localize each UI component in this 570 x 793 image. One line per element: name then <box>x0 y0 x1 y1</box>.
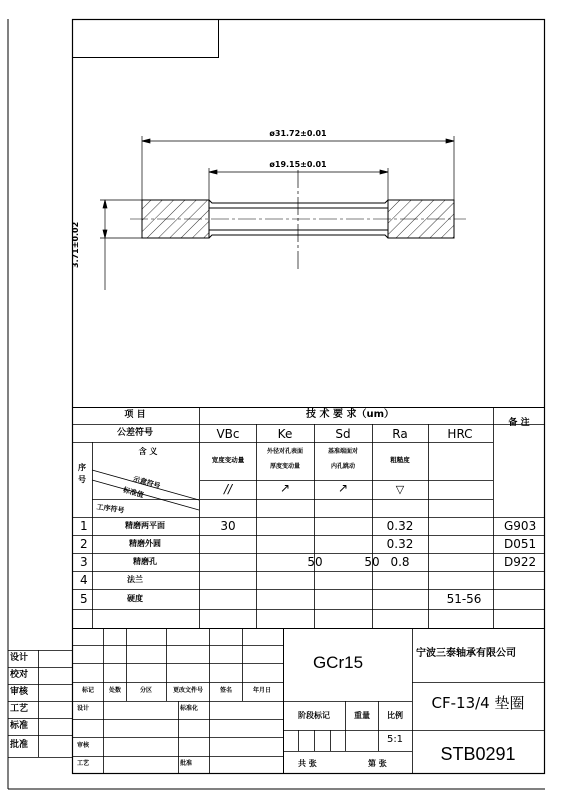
standard-symbol-label: 示意符号 <box>132 475 162 491</box>
col-code-vbc: VBc <box>216 427 240 441</box>
side-label-check: 校对 <box>10 670 29 680</box>
tb-standardization-label: 标准化 <box>180 705 199 712</box>
scale-label: 比例 <box>387 711 403 720</box>
side-label-process: 工艺 <box>10 704 29 714</box>
row-vbc: 30 <box>220 519 236 533</box>
row-remark: G903 <box>504 519 537 533</box>
row-process: 精磨外圆 <box>129 539 161 548</box>
side-label-review: 审核 <box>10 687 29 697</box>
weight-label: 重量 <box>354 711 370 720</box>
row-hrc: 51-56 <box>446 592 482 606</box>
row-process: 精磨孔 <box>133 557 157 566</box>
col-code-hrc: HRC <box>447 427 473 441</box>
side-label-approve: 批准 <box>10 740 29 750</box>
thickness-dim: 3.71±0.02 <box>71 221 80 268</box>
row-no: 2 <box>80 537 88 551</box>
company-name: 宁波三泰轴承有限公司 <box>416 648 516 659</box>
side-label-design: 设计 <box>10 653 29 663</box>
tb-process-label: 工艺 <box>77 760 90 767</box>
meaning-header: 含 义 <box>138 447 158 456</box>
col-meaning-ke-line2: 厚度变动量 <box>269 463 301 470</box>
roughness-symbol: ▽ <box>395 483 405 496</box>
row-no: 1 <box>80 519 88 533</box>
stage-label: 阶段标记 <box>298 711 330 720</box>
row-process: 硬度 <box>127 594 143 603</box>
standard-value-label: 标准值 <box>122 486 145 500</box>
row-no: 3 <box>80 555 88 569</box>
col-meaning-ke-line1: 外径对孔表面 <box>266 448 304 455</box>
item-header: 项 目 <box>124 410 146 420</box>
rev-header-zone: 分区 <box>139 687 153 694</box>
part-name: CF-13/4 垫圈 <box>431 694 525 712</box>
drawing-number: STB0291 <box>440 744 516 764</box>
row-no: 5 <box>80 592 88 606</box>
row-ra: 0.32 <box>386 537 414 551</box>
sheet-number-label: 第 张 <box>368 759 387 768</box>
row-remark: D051 <box>504 537 537 551</box>
inner-diameter-dim: ø19.15±0.01 <box>269 160 327 169</box>
outer-diameter-dim: ø31.72±0.01 <box>269 129 327 138</box>
tolerance-symbol-header: 公差符号 <box>116 428 154 438</box>
tech-requirements-header: 技 术 要 求（um） <box>306 409 394 420</box>
washer-section <box>130 170 466 270</box>
rev-header-mark: 标记 <box>81 687 95 694</box>
row-no: 4 <box>80 573 88 587</box>
tb-approve-label: 批准 <box>180 760 193 767</box>
material-name: GCr15 <box>312 653 364 672</box>
rev-header-sign: 签名 <box>219 687 233 694</box>
runout-symbol-sd: ↗ <box>337 481 349 495</box>
process-symbol-label: 工序符号 <box>96 503 125 515</box>
side-label-standard: 标准 <box>10 721 29 731</box>
scale-value: 5:1 <box>386 734 404 745</box>
row-process: 精磨两平面 <box>125 521 165 530</box>
col-meaning-sd-line1: 基准端面对 <box>327 448 359 455</box>
col-meaning-ra: 粗糙度 <box>390 456 410 464</box>
row-sd: 50 <box>364 555 380 569</box>
col-code-sd: Sd <box>335 427 351 441</box>
runout-symbol-ke: ↗ <box>279 481 291 495</box>
rev-header-count: 处数 <box>108 687 122 694</box>
col-code-ke: Ke <box>277 427 293 441</box>
col-meaning-vbc: 宽度变动量 <box>211 456 245 464</box>
row-remark: D922 <box>504 555 537 569</box>
rev-header-date: 年月日 <box>252 687 272 694</box>
row-process: 法兰 <box>127 575 143 584</box>
total-sheets-label: 共 张 <box>298 759 317 768</box>
remark-header: 备 注 <box>508 418 530 428</box>
tb-review-label: 审核 <box>77 742 90 749</box>
tb-design-label: 设计 <box>77 705 90 712</box>
row-ke: 50 <box>307 555 323 569</box>
row-ra: 0.8 <box>390 555 410 569</box>
parallelism-symbol: // <box>223 482 233 496</box>
row-ra: 0.32 <box>386 519 414 533</box>
col-code-ra: Ra <box>392 427 408 441</box>
col-meaning-sd-line2: 内孔跳动 <box>330 463 356 470</box>
seq-header: 序号 <box>78 463 86 484</box>
rev-header-doc: 更改文件号 <box>172 687 204 694</box>
